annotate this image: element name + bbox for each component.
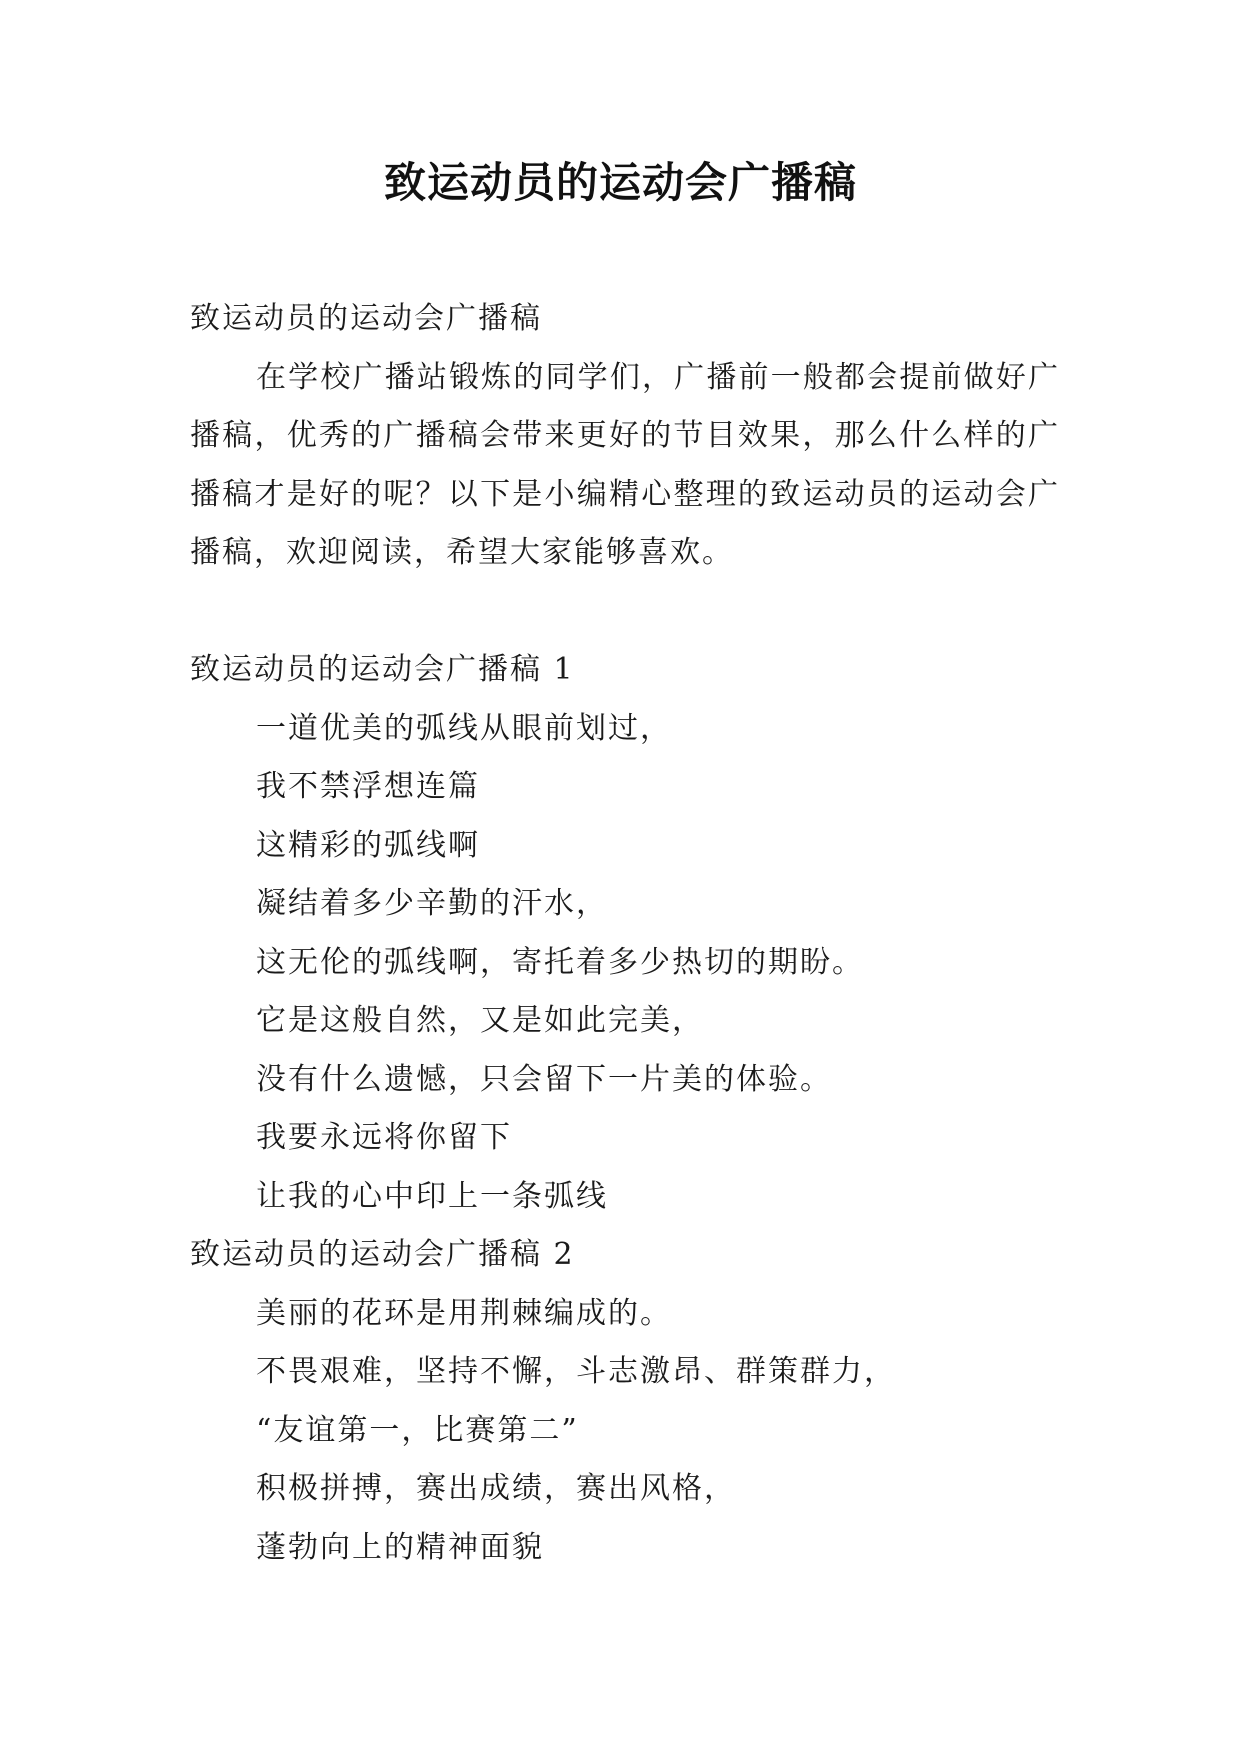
- poem-line: 凝结着多少辛勤的汗水，: [256, 886, 608, 921]
- document-subtitle: 致运动员的运动会广播稿: [190, 301, 542, 336]
- document-title: 致运动员的运动会广播稿: [383, 158, 857, 207]
- poem-line: 一道优美的弧线从眼前划过，: [256, 710, 672, 746]
- poem-line: 让我的心中印上一条弧线: [256, 1178, 608, 1214]
- intro-paragraph: 在学校广播站锻炼的同学们，广播前一般都会提前做好广播稿，优秀的广播稿会带来更好的节目效果，那么什么样的广播稿才是好的呢？以下是小编精心整理的致运动员的运动会广播稿，欢迎阅读，希望大家能够喜欢。: [190, 359, 1060, 570]
- poem-line: 积极拼搏，赛出成绩，赛出风格，: [256, 1471, 736, 1506]
- poem-line: 我要永远将你留下: [256, 1120, 512, 1155]
- section-heading: 致运动员的运动会广播稿 2: [190, 1237, 575, 1272]
- poem-line: 这无伦的弧线啊，寄托着多少热切的期盼。: [256, 944, 864, 980]
- poem-line: 这精彩的弧线啊: [256, 827, 480, 863]
- section-heading: 致运动员的运动会广播稿 1: [190, 652, 575, 687]
- paragraph-gap: [190, 583, 1060, 642]
- poem-line: 我不禁浮想连篇: [256, 769, 480, 804]
- poem-line: “友谊第一，比赛第二”: [256, 1412, 579, 1448]
- poem-line: 它是这般自然，又是如此完美，: [256, 1003, 704, 1038]
- poem-line: 不畏艰难，坚持不懈，斗志激昂、群策群力，: [256, 1354, 896, 1389]
- poem-line: 没有什么遗憾，只会留下一片美的体验。: [256, 1061, 832, 1097]
- poem-line: 美丽的花环是用荆棘编成的。: [256, 1295, 672, 1331]
- poem-line: 蓬勃向上的精神面貌: [256, 1529, 544, 1565]
- document-body: [190, 290, 1060, 1577]
